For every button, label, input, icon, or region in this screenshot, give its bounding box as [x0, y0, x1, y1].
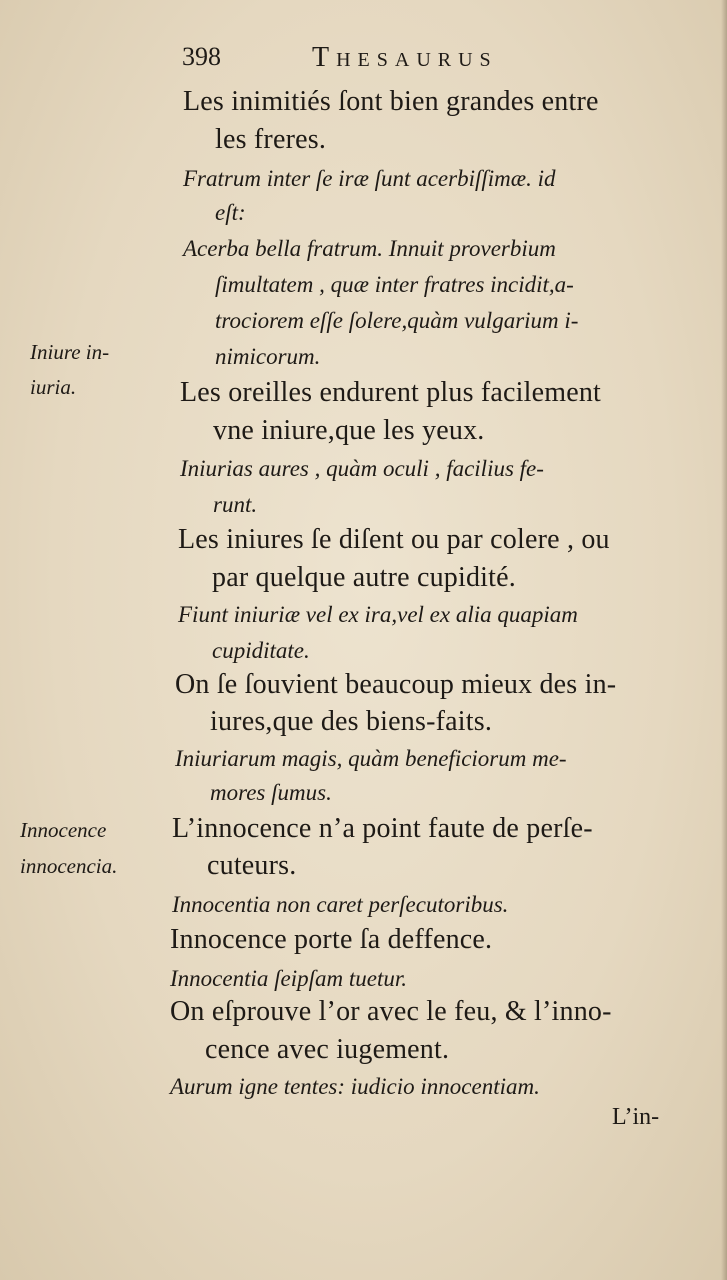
text-line-french: Les iniures ſe diſent ou par colere , ou	[178, 524, 610, 555]
page-header	[182, 42, 702, 82]
running-title: Thesaurus	[312, 42, 498, 73]
text-line-french: Les oreilles endurent plus facilement	[180, 377, 602, 408]
text-line-french: Les inimitiés ſont bien grandes entre	[183, 86, 599, 117]
text-line-french: On ſe ſouvient beaucoup mieux des in-	[175, 669, 617, 700]
text-line-latin: Acerba bella fratrum. Innuit proverbium	[183, 236, 556, 261]
text-line-french: vne iniure,que les yeux.	[213, 415, 485, 446]
text-line-latin: runt.	[213, 492, 258, 517]
text-line-latin: Innocentia non caret perſecutoribus.	[172, 892, 509, 917]
text-line-french: On eſprouve l’or avec le feu, & l’inno-	[170, 996, 612, 1027]
margin-note: Innocence	[20, 818, 107, 842]
text-line-french: par quelque autre cupidité.	[212, 562, 516, 593]
text-line-latin: Innocentia ſeipſam tuetur.	[170, 966, 407, 991]
text-line-french: L’innocence n’a point faute de perſe-	[172, 813, 593, 844]
text-line-latin: cupiditate.	[212, 638, 310, 663]
catchword: L’in-	[612, 1104, 660, 1130]
text-line-latin: Fiunt iniuriæ vel ex ira,vel ex alia quapiam	[178, 602, 578, 627]
text-line-latin: Fratrum inter ſe iræ ſunt acerbiſſimæ. id	[183, 166, 556, 191]
page-number: 398	[182, 42, 221, 71]
text-line-french: iures,que des biens-faits.	[210, 706, 493, 737]
text-line-latin: Iniuriarum magis, quàm beneficiorum me-	[175, 746, 567, 771]
text-line-latin: mores ſumus.	[210, 780, 332, 805]
text-line-latin: ſimultatem , quæ inter fratres incidit,a-	[215, 272, 574, 297]
text-line-french: Innocence porte ſa deffence.	[170, 924, 493, 955]
margin-note: Iniure in-	[30, 340, 110, 364]
margin-note: innocencia.	[20, 854, 118, 878]
text-line-latin: nimicorum.	[215, 344, 321, 369]
text-line-french: cence avec iugement.	[205, 1034, 450, 1065]
text-line-latin: Aurum igne tentes: iudicio innocentiam.	[170, 1074, 540, 1099]
text-line-latin: trociorem eſſe ſolere,quàm vulgarium i-	[215, 308, 579, 333]
text-line-french: les freres.	[215, 124, 327, 155]
text-line-latin: Iniurias aures , quàm oculi , facilius fe-	[180, 456, 544, 481]
page-gutter-shadow	[721, 0, 727, 1280]
text-line-french: cuteurs.	[207, 850, 297, 881]
text-line-latin: eſt:	[215, 200, 246, 225]
margin-note: iuria.	[30, 375, 77, 399]
